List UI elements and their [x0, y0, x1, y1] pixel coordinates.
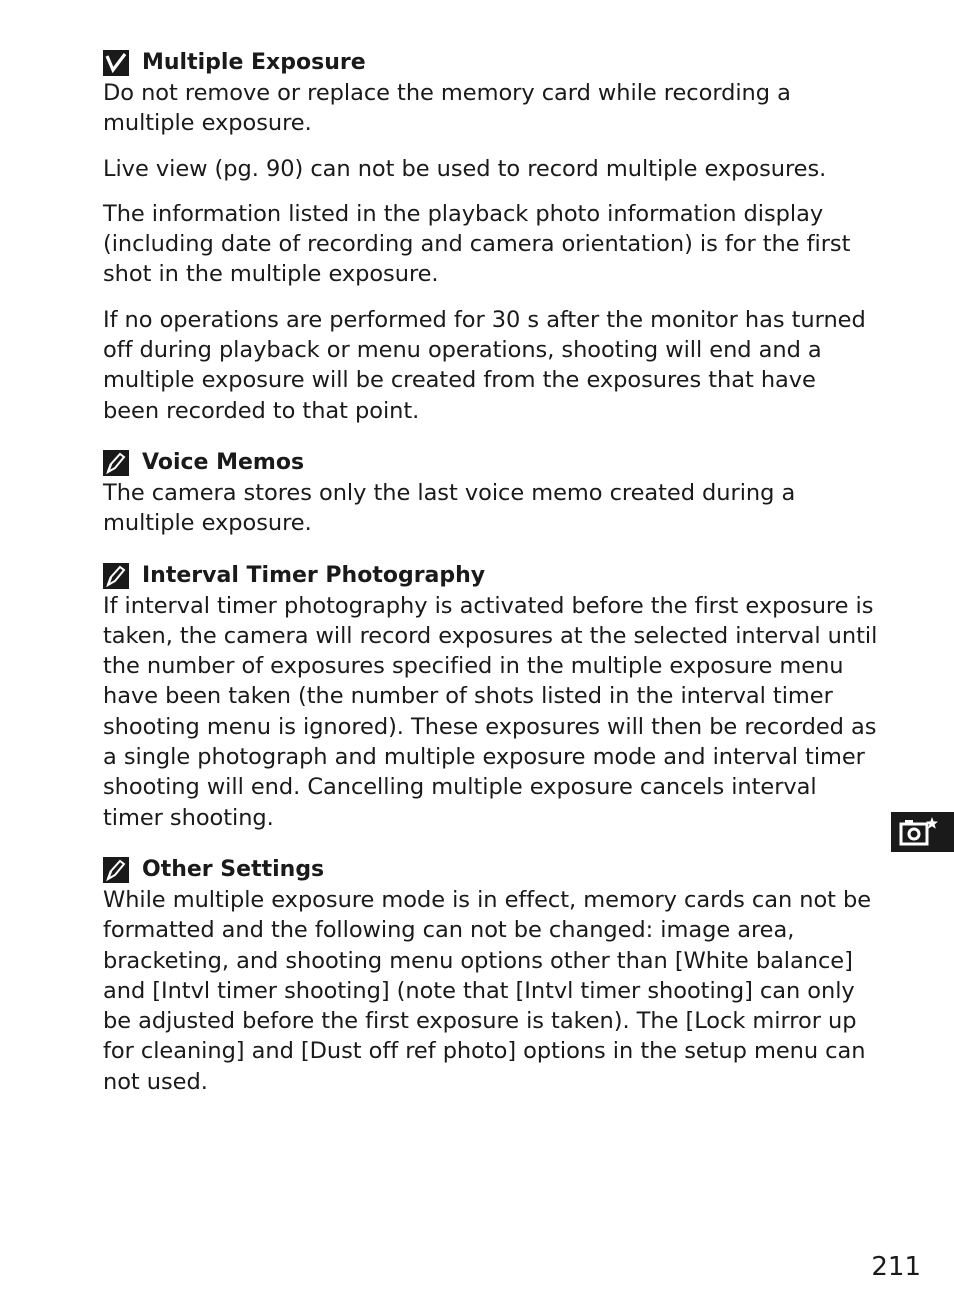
section-paragraph: If no operations are performed for 30 s after the monitor has turned off during playback or menu operations, shooting will end and a multiple exposure will be created from the exposures that have been recorded to that point. — [103, 306, 866, 424]
section-title: Voice Memos — [142, 449, 305, 475]
note-pencil-icon — [103, 450, 129, 476]
section-paragraph: If interval timer photography is activated before the first exposure is taken, the camera will record exposures at the selected interval until the number of exposures specified in the multiple exposure menu have been taken (the number of shots listed in the interval timer shooting menu is ignored). These exposures will then be recorded as a single photograph and multiple exposure mode and interval timer shooting will end. Cancelling multiple exposure cancels interval timer shooting. — [103, 592, 878, 831]
section-paragraph: While multiple exposure mode is in effect, memory cards can not be formatted and the following can not be changed: image area, bracketing, and shooting menu options other than [White balance] and [Intvl timer shooting] (note that [Intvl timer shooting] can only be adjusted before the first exposure is taken). The [Lock mirror up for cleaning] and [Dust off ref photo] options in the setup menu can not used. — [103, 886, 872, 1095]
section-paragraph: The camera stores only the last voice memo created during a multiple exposure. — [103, 479, 796, 537]
section-heading — [103, 448, 878, 478]
section-multiple-exposure — [103, 48, 878, 426]
section-heading — [103, 561, 878, 591]
section-paragraph: Do not remove or replace the memory card while recording a multiple exposure. — [103, 80, 791, 137]
section-title: Other Settings — [142, 856, 325, 882]
note-pencil-icon — [103, 857, 129, 883]
note-pencil-icon — [103, 563, 129, 589]
page-number: 211 — [871, 1252, 921, 1282]
section-title: Multiple Exposure — [142, 50, 366, 75]
section-voice-memos — [103, 448, 878, 539]
section-heading — [103, 855, 878, 885]
caution-check-icon — [103, 50, 129, 76]
page-content — [103, 48, 878, 1119]
section-title: Interval Timer Photography — [142, 562, 486, 588]
section-interval-timer — [103, 561, 878, 833]
section-other-settings — [103, 855, 878, 1097]
section-paragraph: Live view (pg. 90) can not be used to record multiple exposures. — [103, 155, 827, 182]
section-heading — [103, 48, 878, 78]
chapter-tab — [891, 812, 954, 852]
section-paragraph: The information listed in the playback photo information display (including date of recording and camera orientation) is for the first shot in the multiple exposure. — [103, 200, 851, 288]
